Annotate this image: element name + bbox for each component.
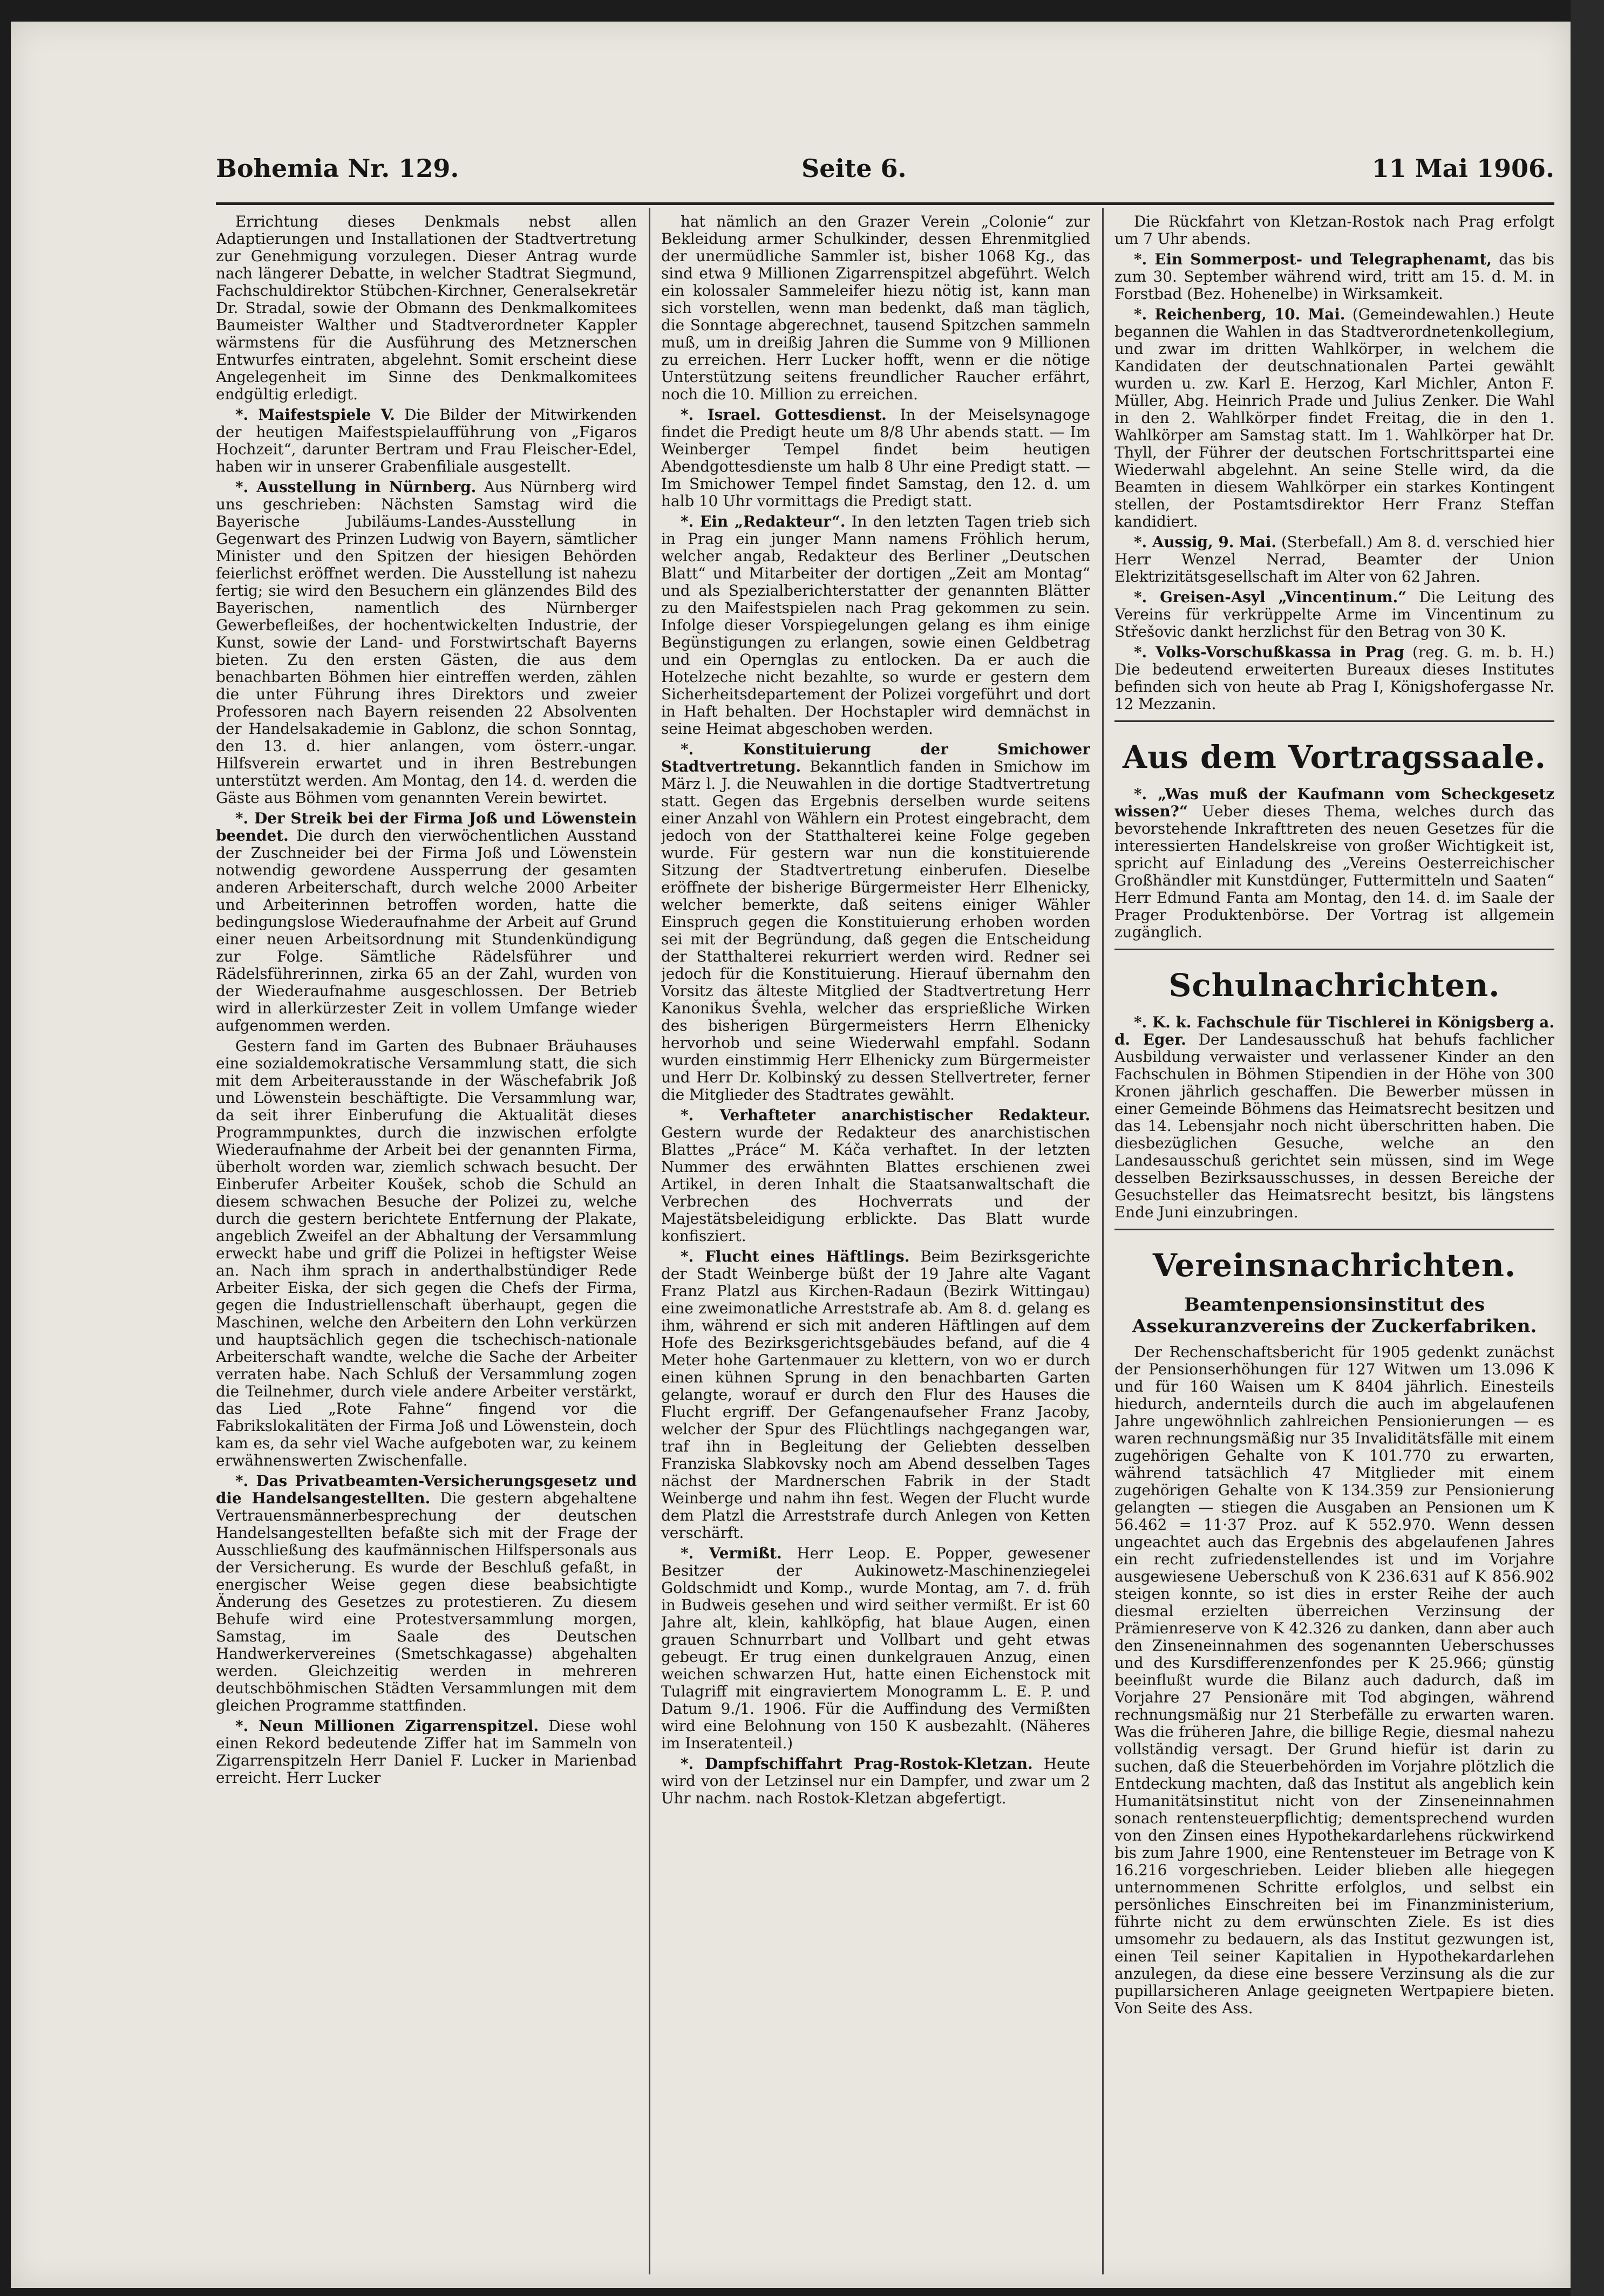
article-headline: *. Der Streik bei der Firma Joß und Löwenstein beendet.: [216, 809, 637, 844]
article-text: Gestern wurde der Redakteur des anarchistischen Blattes „Práce“ M. Káča verhaftet. In der letzten Nummer des erwähnten Blattes erschienen zwei Artikel, in deren Inhalt die Staatsanwaltschaft die Verbrechen des Hochverrats und der Majestätsbeleidigung erblickte. Das Blatt wurde konfisziert.: [661, 1123, 1090, 1245]
article-text: Ueber dieses Thema, welches durch das bevorstehende Inkrafttreten des neuen Gesetzes für die interessierten Handelskreise von großer Wichtigkeit ist, spricht auf Einladung des „Vereins Oesterreichischer Großhändler mit Kunstdünger, Futtermitteln und Saaten“ Herr Edmund Fanta am Montag, den 14. d. im Saale der Prager Produktenbörse. Der Vortrag ist allgemein zugänglich.: [1114, 802, 1554, 941]
article-headline: *. Greisen-Asyl „Vincentinum.“: [1134, 588, 1407, 606]
article-headline: *. Maifestspiele V.: [235, 406, 395, 424]
article-text: Der Rechenschaftsbericht für 1905 gedenkt zunächst der Pensionserhöhungen für 127 Witwen um 13.096 K und für 160 Waisen um K 8404 jährlich. Einesteils hiedurch, andernteils durch die auch im abgelaufenen Jahre ungewöhnlich zahlreichen Pensionierungen — es waren rechnungsmäßig nur 35 Invaliditätsfälle mit einem zugehörigen Gehalte von K 101.770 zu erwarten, während tatsächlich 47 Mitglieder mit einem zugehörigen Gehalte von K 134.359 zur Pensionierung gelangten — stiegen die Ausgaben an Pensionen um K 56.462 = 11·37 Proz. auf K 552.970. Wenn dessen ungeachtet auch das Ergebnis des abgelaufenen Jahres ein recht zufriedenstellendes ist und im Vorjahre ausgewiesene Ueberschuß von K 236.631 auf K 856.902 steigen konnte, so ist dies in erster Reihe der auch diesmal erzielten überreichen Verzinsung der Prämienreserve von K 42.326 zu danken, dann aber auch den Zinseneinnahmen des sogenannten Ueberschusses und des Kursdifferenzenfondes per K 25.966; günstig beeinflußt wurde die Bilanz auch dadurch, daß im Vorjahre 27 Pensionäre mit Tod abgingen, während rechnungsmäßig nur 21 Sterbefälle zu erwarten waren. Was die früheren Jahre, die billige Regie, diesmal nahezu vollständig versagt. Der Grund hiefür ist darin zu suchen, daß die Steuerbehörden im Vorjahre plötzlich die Entdeckung machten, daß das Institut als angeblich kein Humanitätsinstitut nicht von der Zinseneinnahmen sonach rentensteuerpflichtig; dementsprechend wurden von den Zinsen eines Hypothekardarlehens rückwirkend bis zum Jahre 1900, eine Rentensteuer im Betrage von K 16.216 vorgeschrieben. Leider blieben alle hiegegen unternommenen Schritte erfolglos, und selbst ein persönliches Einschreiten bei im Finanzministerium, führte nicht zu dem erwünschten Ziele. Es ist dies umsomehr zu bedauern, als das Institut gezwungen ist, einen Teil seiner Kapitalien in Hypothekardarlehen anzulegen, da diese eine bessere Verzinsung als die zur pupillarsicheren Anlage geeigneten Wertpapiere bieten. Von Seite des Ass.: [1114, 1343, 1554, 2017]
article-paragraph: [216, 406, 637, 475]
article-headline: *. Verhafteter anarchistischer Redakteur.: [681, 1106, 1090, 1124]
masthead-issue: Bohemia Nr. 129.: [216, 154, 459, 183]
article-headline: *. Ein Sommerpost- und Telegraphenamt,: [1134, 250, 1492, 268]
article-headline: *. Reichenberg, 10. Mai.: [1134, 305, 1345, 323]
article-text: Errichtung dieses Denkmals nebst allen Adaptierungen und Installationen der Stadtvertretung zur Genehmigung vorzulegen. Dieser Antrag wurde nach längerer Debatte, in welcher Stadtrat Siegmund, Fachschuldirektor Stübchen-Kirchner, Generalsekretär Dr. Stradal, sowie der Obmann des Denkmalkomitees Baumeister Walther und Stadtverordneter Kappler wärmstens für die Ausführung des Metznerschen Entwurfes eintraten, abgelehnt. Somit erscheint diese Angelegenheit im Sinne des Denkmalkomitees endgültig erledigt.: [216, 213, 637, 403]
article-paragraph: [1114, 534, 1554, 585]
masthead-date: 11 Mai 1906.: [1371, 154, 1554, 183]
article-paragraph: [661, 1107, 1090, 1245]
article-paragraph: [216, 1038, 637, 1469]
vortrag-block: [1114, 786, 1554, 941]
local-news-block: [1114, 213, 1554, 713]
article-paragraph: [661, 1755, 1090, 1807]
article-paragraph: [1114, 589, 1554, 641]
article-text: Die gestern abgehaltene Vertrauensmännerbesprechung der deutschen Handelsangestellten befaßte sich mit der Frage der Ausschließung des kaufmännischen Hilfspersonals aus der Versicherung. Es wurde der Beschluß gefaßt, in energischer Weise gegen diese beabsichtigte Änderung des Gesetzes zu protestieren. Zu diesem Behufe wird eine Protestversammlung morgen, Samstag, im Saale des Deutschen Handwerkervereines (Smetschkagasse) abgehalten werden. Gleichzeitig werden in mehreren deutschböhmischen Städten Versammlungen mit dem gleichen Programme stattfinden.: [216, 1489, 637, 1714]
article-paragraph: [216, 1718, 637, 1787]
article-text: Die Rückfahrt von Kletzan-Rostok nach Prag erfolgt um 7 Uhr abends.: [1114, 213, 1554, 248]
column-2: [661, 213, 1090, 2274]
article-text: Die Leitung des Vereins für verkrüppelte Arme im Vincentinum zu Střešovic dankt herzlichst für den Betrag von 30 K.: [1114, 588, 1554, 641]
article-paragraph: [216, 810, 637, 1034]
section-rule: [1114, 949, 1554, 950]
article-paragraph: [661, 513, 1090, 738]
article-paragraph: [216, 213, 637, 403]
column-1: [216, 213, 637, 2274]
article-text: Die Bilder der Mitwirkenden der heutigen Maifestspielaufführung von „Figaros Hochzeit“, darunter Bertram und Frau Fleischer-Edel, haben wir in unserer Grabenfiliale ausgestellt.: [216, 406, 637, 475]
article-text: (reg. G. m. b. H.) Die bedeutend erweiterten Bureaux dieses Institutes befinden sich von heute ab Prag I, Königshofergasse Nr. 12 Mezzanin.: [1114, 643, 1554, 713]
article-paragraph: [661, 1545, 1090, 1752]
article-paragraph: [661, 213, 1090, 403]
article-text: das bis zum 30. September während wird, tritt am 15. d. M. in Forstbad (Bez. Hohenelbe) in Wirksamkeit.: [1114, 250, 1554, 303]
section-heading-schulnachrichten: Schulnachrichten.: [1168, 967, 1500, 1004]
verein-block: [1114, 1344, 1554, 2017]
article-paragraph: [216, 479, 637, 807]
section-heading-vortragssaal: Aus dem Vortragssaale.: [1122, 739, 1547, 775]
section-rule: [1114, 1229, 1554, 1230]
article-headline: *. Israel. Gottesdienst.: [681, 406, 887, 424]
article-headline: *. Ein „Redakteur“.: [681, 513, 846, 530]
article-text: In der Meiselsynagoge findet die Predigt heute um 8/8 Uhr abends statt. — Im Weinberger Tempel findet beim heutigen Abendgottesdienste um halb 8 Uhr eine Predigt statt. — Im Smichower Tempel findet Samstag, den 12. d. um halb 10 Uhr vormittags die Predigt statt.: [661, 406, 1090, 510]
page-binding-edge: [1571, 0, 1604, 2296]
article-text: Diese wohl einen Rekord bedeutende Ziffer hat im Sammeln von Zigarrenspitzeln Herr Daniel F. Lucker in Marienbad erreicht. Herr Lucker: [216, 1717, 637, 1787]
article-paragraph: [1114, 251, 1554, 303]
column-divider: [1102, 208, 1104, 2274]
article-headline: *. Ausstellung in Nürnberg.: [235, 478, 477, 496]
article-text: Herr Leop. E. Popper, gewesener Besitzer der Aukinowetz-Maschinenziegelei Goldschmidt und Komp., wurde Montag, am 7. d. früh in Budweis gesehen und wird seither vermißt. Er ist 60 Jahre alt, klein, kahlköpfig, hat blaue Augen, einen grauen Schnurrbart und Vollbart und geht etwas gebeugt. Er trug einen dunkelgrauen Anzug, einen weichen schwarzen Hut, hatte einen Eichenstock mit Tulagriff mit eingraviertem Monogramm L. E. P. und Datum 9./1. 1906. Für die Auffindung des Vermißten wird eine Belohnung von 150 K ausbezahlt. (Näheres im Inseratenteil.): [661, 1544, 1090, 1752]
article-headline: *. Flucht eines Häftlings.: [681, 1248, 910, 1265]
article-paragraph: [1114, 1014, 1554, 1221]
article-text: Aus Nürnberg wird uns geschrieben: Nächsten Samstag wird die Bayerische Jubiläums-Landes-Ausstellung in Gegenwart des Prinzen Ludwig von Bayern, sämtlicher Minister und den Spitzen der hiesigen Behörden feierlichst eröffnet werden. Die Ausstellung ist nahezu fertig; sie wird den Besuchern ein glänzendes Bild des Bayerischen, namentlich des Nürnberger Gewerbefleißes, der hochentwickelten Industrie, der Kunst, sowie der Land- und Forstwirtschaft Bayerns bieten. Zu den ersten Gästen, die aus dem benachbarten Böhmen hier eintreffen werden, zählen die unter Führung ihres Direktors und zweier Professoren nach Bayern reisenden 22 Absolventen der Handelsakademie in Gablonz, die schon Sonntag, den 13. d. hier anlangen, vom österr.-ungar. Hilfsverein erwartet und in ihren Bestrebungen unterstützt werden. Am Montag, den 14. d. werden die Gäste aus Böhmen vom genannten Verein bewirtet.: [216, 478, 637, 807]
masthead-page-number: Seite 6.: [801, 154, 907, 183]
article-text: Die durch den vierwöchentlichen Ausstand der Zuschneider bei der Firma Joß und Löwenstein notwendig gewordene Aussperrung der gesamten anderen Arbeiterschaft, durch welche 2000 Arbeiter und Arbeiterinnen betroffen worden, hatte die bedingungslose Wiederaufnahme der Arbeit auf Grund einer neuen Arbeitsordnung mit Stundenkündigung zur Folge. Sämtliche Rädelsführer und Rädelsführerinnen, zirka 65 an der Zahl, wurden von der Wiederaufnahme ausgeschlossen. Der Betrieb wird in allerkürzester Zeit in vollem Umfange wieder aufgenommen werden.: [216, 827, 637, 1034]
article-paragraph: [1114, 644, 1554, 713]
article-text: In den letzten Tagen trieb sich in Prag ein junger Mann namens Fröhlich herum, welcher angab, Redakteur des Berliner „Deutschen Blatt“ und Mitarbeiter der dortigen „Zeit am Montag“ und als Spezialberichterstatter der genannten Blätter zu den Maifestspielen nach Prag gekommen zu sein. Infolge dieser Vorspiegelungen gelang es ihm einige Begünstigungen zu erlangen, sowie einen Geldbetrag und ein Opernglas zu entlocken. Da er auch die Hotelzeche nicht bezahlte, so wurde er gestern dem Sicherheitsdepartement der Polizei vorgeführt und dort in Haft behalten. Der Hochstapler wird demnächst in seine Heimat abgeschoben werden.: [661, 513, 1090, 738]
article-headline: *. K. k. Fachschule für Tischlerei in Königsberg a. d. Eger.: [1114, 1013, 1554, 1048]
masthead: [216, 154, 1554, 197]
section-heading-vereinsnachrichten: Vereinsnachrichten.: [1152, 1247, 1517, 1284]
article-paragraph: [661, 741, 1090, 1103]
article-text: Gestern fand im Garten des Bubnaer Bräuhauses eine sozialdemokratische Versammlung statt, die sich mit dem Arbeiterausstande in der Wäschefabrik Joß und Löwenstein beschäftigte. Die Versammlung war, da seit ihrer Einberufung die Aktualität dieses Programmpunktes, durch die inzwischen erfolgte Wiederaufnahme der Arbeit bei der genannten Firma, überholt worden war, ziemlich schwach besucht. Der Einberufer Arbeiter Koušek, schob die Schuld an diesem schwachen Besuche der Polizei zu, welche durch die gestern berichtete Entfernung der Plakate, angeblich Zweifel an der Abhaltung der Versammlung erweckt habe und griff die Polizei in heftigster Weise an. Nach ihm sprach in anderthalbstündiger Rede Arbeiter Eiska, der sich gegen die Chefs der Firma, gegen die Industriellenschaft überhaupt, gegen die Maschinen, welche den Arbeitern den Lohn verkürzen und hauptsächlich gegen die tschechisch-nationale Arbeiterschaft wandte, welche die Sache der Arbeiter verraten habe. Nach Schluß der Versammlung zogen die Teilnehmer, durch viele andere Arbeiter verstärkt, das Lied „Rote Fahne“ fingend vor die Fabrikslokalitäten der Firma Joß und Löwenstein, doch kam es, da sehr viel Wache aufgeboten war, zu keinem erwähnenswerten Zwischenfalle.: [216, 1037, 637, 1469]
article-paragraph: [661, 1248, 1090, 1542]
column-3: [1114, 213, 1554, 2274]
masthead-rule: [216, 202, 1554, 205]
article-paragraph: [1114, 1344, 1554, 2017]
article-text: Bekanntlich fanden in Smichow im März l. J. die Neuwahlen in die dortige Stadtvertretung statt. Gegen das Ergebnis derselben wurde seitens einer Anzahl von Wählern ein Protest eingebracht, dem jedoch von der Statthalterei keine Folge gegeben wurde. Für gestern war nun die konstituierende Sitzung der Stadtvertretung einberufen. Dieselbe eröffnete der bisherige Bürgermeister Herr Elhenicky, welcher bemerkte, daß seitens einiger Wähler Einspruch gegen die Konstituierung erhoben worden sei mit der Begründung, daß gegen die Entscheidung der Statthalterei rekurriert werden wird. Redner sei jedoch für die Konstituierung. Hierauf übernahm den Vorsitz das älteste Mitglied der Stadtvertretung Herr Kanonikus Švehla, welcher das ersprießliche Wirken des bisherigen Bürgermeisters Herrn Elhenicky hervorhob und seine Wiederwahl empfahl. Sodann wurden einstimmig Herr Elhenicky zum Bürgermeister und Herr Dr. Kolbinský zu dessen Stellvertreter, ferner die Mitglieder des Stadtrates gewählt.: [661, 758, 1090, 1103]
article-text: Heute wird von der Letzinsel nur ein Dampfer, und zwar um 2 Uhr nachm. nach Rostok-Kletzan abgefertigt.: [661, 1755, 1090, 1807]
article-paragraph: [1114, 213, 1554, 248]
article-text: Beim Bezirksgerichte der Stadt Weinberge büßt der 19 Jahre alte Vagant Franz Platzl aus Kirchen-Radaun (Bezirk Wittingau) eine zweimonatliche Arreststrafe ab. Am 8. d. gelang es ihm, während er sich mit anderen Häftlingen auf dem Hofe des Bezirksgerichtsgebäudes befand, auf die 4 Meter hohe Gartenmauer zu klettern, von wo er durch einen kühnen Sprung in den benachbarten Garten gelangte, worauf er durch den Flur des Hauses die Flucht ergriff. Der Gefangenaufseher Franz Jacoby, welcher der Spur des Flüchtlings nachgegangen war, traf ihn in Begleitung der Geliebten desselben Franziska Slabkovsky noch am Abend desselben Tages nächst der Mardnerschen Fabrik in der Stadt Weinberge und nahm ihn fest. Wegen der Flucht wurde dem Platzl die Arreststrafe durch Anlegen von Ketten verschärft.: [661, 1248, 1090, 1542]
article-paragraph: [1114, 306, 1554, 530]
article-headline: *. Das Privatbeamten-Versicherungsgesetz und die Handelsangestellten.: [216, 1472, 637, 1507]
schul-block: [1114, 1014, 1554, 1221]
article-headline: *. Konstituierung der Smichower Stadtvertretung.: [661, 740, 1090, 775]
article-title-pensionsinstitut: Beamtenpensionsinstitut des Assekuranzvereins der Zuckerfabriken.: [1132, 1294, 1537, 1337]
section-rule: [1114, 720, 1554, 722]
article-text: Der Landesausschuß hat behufs fachlicher Ausbildung verwaister und verlassener Kinder an den Fachschulen in Böhmen Stipendien in der Höhe von 300 Kronen jährlich geschaffen. Die Bewerber müssen in einer Gemeinde Böhmens das Heimatsrecht besitzen und das 14. Lebensjahr noch nicht überschritten haben. Die diesbezüglichen Gesuche, welche an den Landesausschuß gerichtet sein müssen, sind im Wege desselben Bezirksausschusses, in dessen Bereiche der Gesuchsteller das Heimatsrecht besitzt, bis längstens Ende Juni einzubringen.: [1114, 1031, 1554, 1221]
column-divider: [649, 208, 650, 2274]
article-headline: *. Dampfschiffahrt Prag-Rostok-Kletzan.: [681, 1755, 1033, 1773]
article-paragraph: [216, 1473, 637, 1714]
article-paragraph: [1114, 786, 1554, 941]
article-headline: *. Aussig, 9. Mai.: [1134, 533, 1277, 551]
article-text: (Sterbefall.) Am 8. d. verschied hier Herr Wenzel Nerrad, Beamter der Union Elektrizitätsgesellschaft im Alter von 62 Jahren.: [1114, 533, 1554, 585]
article-paragraph: [661, 406, 1090, 510]
article-text: (Gemeindewahlen.) Heute begannen die Wahlen in das Stadtverordnetenkollegium, und zwar im dritten Wahlkörper, in welchem die Kandidaten der deutschnationalen Partei gewählt wurden u. zw. Karl E. Herzog, Karl Michler, Anton F. Müller, Abg. Heinrich Prade und Julius Zenker. Die Wahl in den 2. Wahlkörper findet Freitag, die in den 1. Wahlkörper am Samstag statt. Im 1. Wahlkörper hat Dr. Thyll, der Führer der deutschen Fortschrittspartei eine Wiederwahl abgelehnt. An seine Stelle wird, da die Beamten in diesem Wahlkörper ein starkes Kontingent stellen, der Postamtsdirektor Herr Franz Steffan kandidiert.: [1114, 305, 1554, 530]
newspaper-page: [11, 22, 1571, 2288]
article-headline: *. Neun Millionen Zigarrenspitzel.: [235, 1717, 539, 1735]
article-text: hat nämlich an den Grazer Verein „Colonie“ zur Bekleidung armer Schulkinder, dessen Ehrenmitglied der unermüdliche Sammler ist, bisher 1068 Kg., das sind etwa 9 Millionen Zigarrenspitzel abgeführt. Welch ein kolossaler Sammeleifer hiezu nötig ist, kann man sich vorstellen, wenn man bedenkt, daß man täglich, die Sonntage abgerechnet, tausend Spitzchen sammeln muß, um in dreißig Jahren die Summe von 9 Millionen zu erreichen. Herr Lucker hofft, wenn er die nötige Unterstützung seitens freundlicher Raucher erfährt, noch die 10. Million zu erreichen.: [661, 213, 1090, 403]
article-headline: *. „Was muß der Kaufmann vom Scheckgesetz wissen?“: [1114, 785, 1554, 820]
article-headline: *. Volks-Vorschußkassa in Prag: [1134, 643, 1404, 661]
article-headline: *. Vermißt.: [681, 1544, 782, 1562]
